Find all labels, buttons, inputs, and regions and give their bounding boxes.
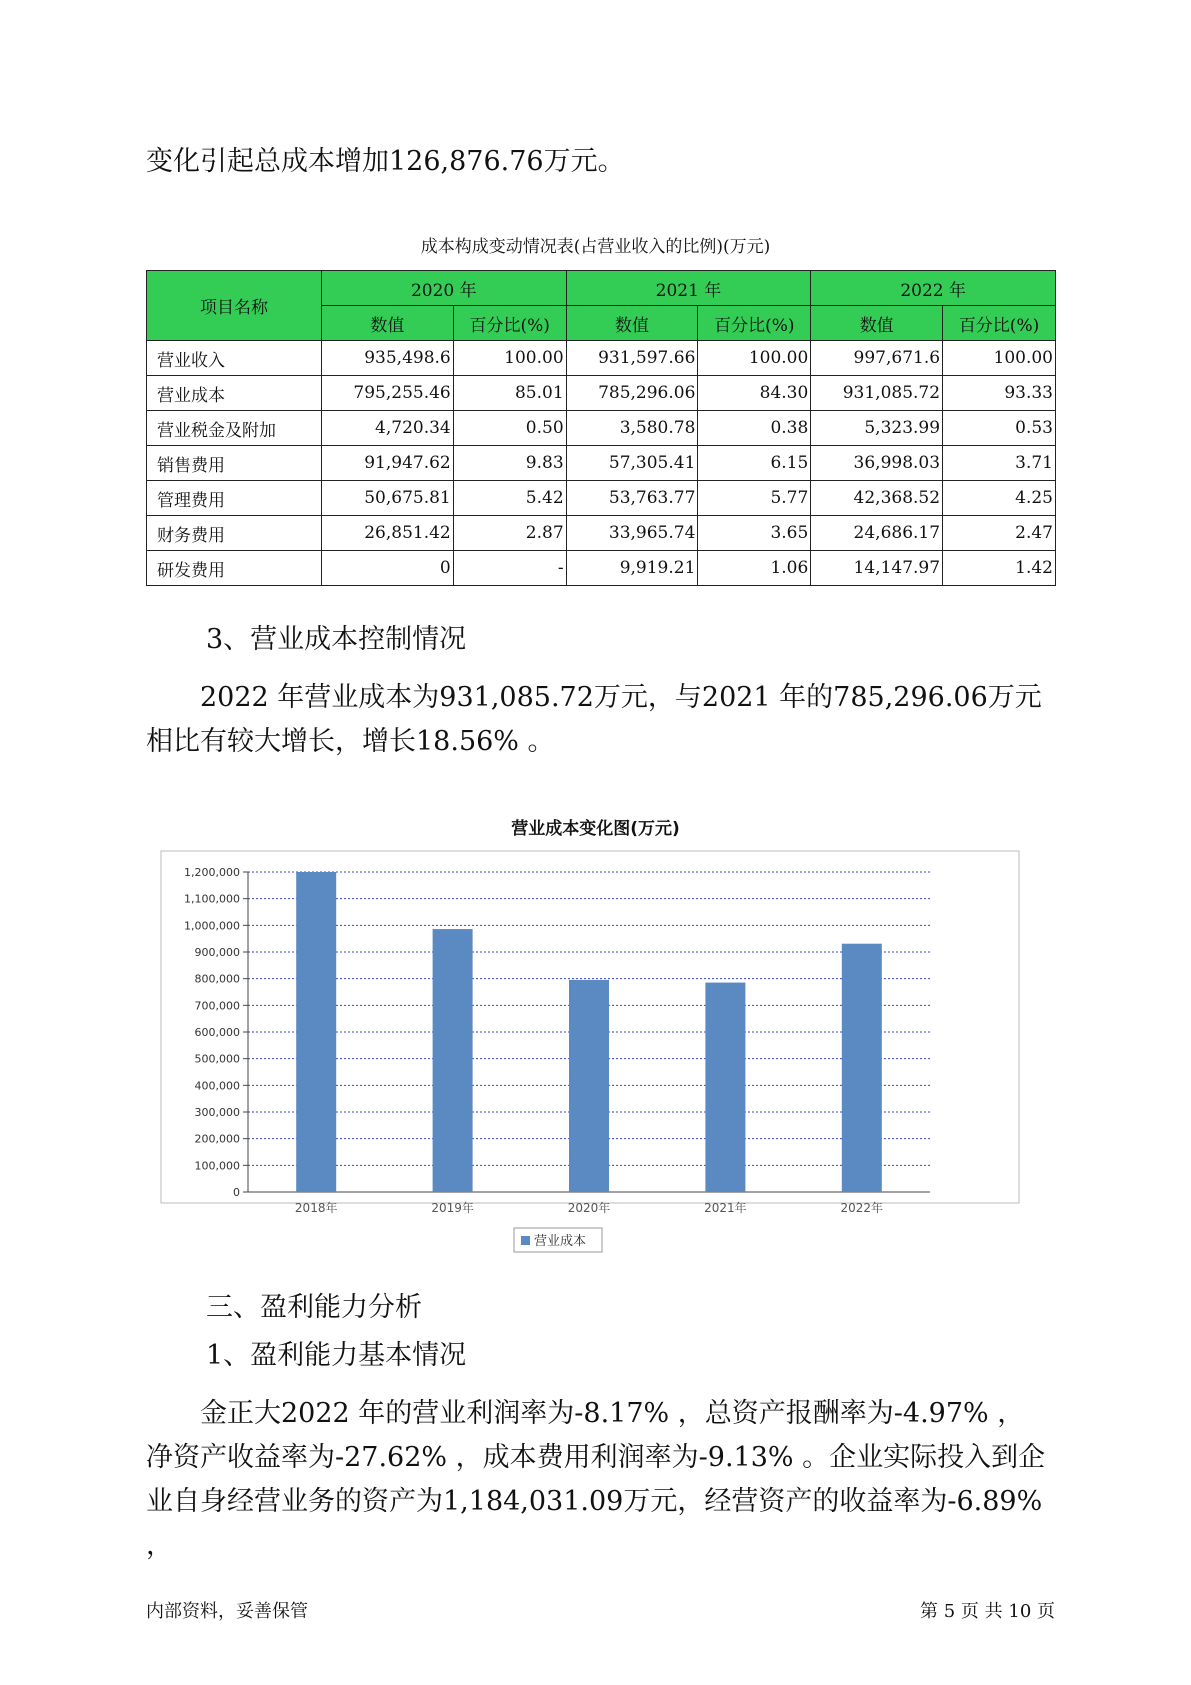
value-header: 数值	[566, 306, 698, 341]
value-cell: 36,998.03	[811, 446, 943, 481]
value-cell: 935,498.6	[322, 341, 454, 376]
value-cell: 5,323.99	[811, 411, 943, 446]
y-tick-label: 200,000	[194, 1132, 240, 1146]
row-label: 营业收入	[147, 341, 322, 376]
percent-header: 百分比(%)	[698, 306, 811, 341]
paragraph-profitability: 金正大2022 年的营业利润率为-8.17% ，总资产报酬率为-4.97% ，净资产收益率为-27.62% ，成本费用利润率为-9.13% 。企业实际投入到企业自身经营业务的资产为1,184,031.09万元，经营资产的收益率为-6.89% ，	[146, 1398, 1046, 1561]
value-cell: 53,763.77	[566, 481, 698, 516]
row-label: 营业成本	[147, 376, 322, 411]
value-cell: 3,580.78	[566, 411, 698, 446]
section-heading-profitability: 三、盈利能力分析	[206, 1292, 422, 1323]
row-label: 营业税金及附加	[147, 411, 322, 446]
row-label: 研发费用	[147, 551, 322, 586]
x-tick-label: 2021年	[704, 1201, 747, 1215]
cost-structure-table	[146, 270, 1056, 586]
y-tick-label: 1,200,000	[184, 866, 240, 879]
percent-cell: -	[453, 551, 566, 586]
value-header: 数值	[322, 306, 454, 341]
table-row	[147, 376, 1056, 411]
year-header: 2020 年	[322, 271, 567, 306]
chart-title: 营业成本变化图(万元)	[511, 819, 680, 839]
y-tick-label: 1,000,000	[184, 919, 240, 933]
item-name-header: 项目名称	[147, 271, 322, 341]
percent-cell: 84.30	[698, 376, 811, 411]
y-tick-label: 0	[233, 1186, 240, 1199]
y-tick-label: 500,000	[194, 1052, 240, 1066]
value-cell: 0	[322, 551, 454, 586]
bar	[296, 872, 336, 1192]
footer-note: 内部资料，妥善保管	[146, 1601, 308, 1622]
percent-cell: 2.87	[453, 516, 566, 551]
y-tick-label: 800,000	[194, 972, 240, 986]
value-cell: 795,255.46	[322, 376, 454, 411]
table-row	[147, 516, 1056, 551]
year-header: 2021 年	[566, 271, 811, 306]
paragraph-cost-control: 2022 年营业成本为931,085.72万元，与2021 年的785,296.06万元相比有较大增长，增长18.56% 。	[146, 682, 1042, 757]
year-header: 2022 年	[811, 271, 1056, 306]
subsection-heading-profitability-basic: 1、盈利能力基本情况	[206, 1340, 467, 1371]
percent-cell: 0.50	[453, 411, 566, 446]
bar	[705, 983, 745, 1192]
percent-cell: 4.25	[943, 481, 1056, 516]
legend-swatch	[521, 1236, 530, 1245]
section-heading-cost-control: 3、营业成本控制情况	[206, 624, 467, 655]
value-cell: 57,305.41	[566, 446, 698, 481]
value-cell: 931,597.66	[566, 341, 698, 376]
percent-cell: 1.42	[943, 551, 1056, 586]
table-row	[147, 411, 1056, 446]
value-cell: 33,965.74	[566, 516, 698, 551]
bar	[842, 944, 882, 1192]
value-cell: 26,851.42	[322, 516, 454, 551]
y-tick-label: 300,000	[194, 1106, 240, 1119]
percent-cell: 0.38	[698, 411, 811, 446]
percent-cell: 9.83	[453, 446, 566, 481]
value-cell: 42,368.52	[811, 481, 943, 516]
y-tick-label: 900,000	[194, 946, 240, 959]
percent-cell: 1.06	[698, 551, 811, 586]
value-cell: 9,919.21	[566, 551, 698, 586]
x-tick-label: 2018年	[294, 1201, 338, 1215]
percent-cell: 5.77	[698, 481, 811, 516]
row-label: 管理费用	[147, 481, 322, 516]
percent-cell: 100.00	[453, 341, 566, 376]
row-label: 财务费用	[147, 516, 322, 551]
table-row	[147, 446, 1056, 481]
percent-cell: 100.00	[698, 341, 811, 376]
operating-cost-bar-chart	[160, 850, 1020, 1260]
value-cell: 4,720.34	[322, 411, 454, 446]
table-row	[147, 341, 1056, 376]
table-caption: 成本构成变动情况表(占营业收入的比例)(万元)	[420, 237, 771, 257]
page-number: 第 5 页 共 10 页	[920, 1601, 1055, 1622]
bar	[433, 929, 473, 1192]
y-tick-label: 600,000	[194, 1026, 240, 1039]
x-tick-label: 2020年	[567, 1201, 611, 1215]
table-row	[147, 481, 1056, 516]
x-tick-label: 2022年	[840, 1201, 884, 1215]
table-row	[147, 551, 1056, 586]
percent-cell: 93.33	[943, 376, 1056, 411]
percent-cell: 2.47	[943, 516, 1056, 551]
value-header: 数值	[811, 306, 943, 341]
value-cell: 14,147.97	[811, 551, 943, 586]
percent-cell: 85.01	[453, 376, 566, 411]
legend-label: 营业成本	[534, 1234, 587, 1249]
row-label: 销售费用	[147, 446, 322, 481]
percent-cell: 5.42	[453, 481, 566, 516]
value-cell: 24,686.17	[811, 516, 943, 551]
value-cell: 785,296.06	[566, 376, 698, 411]
value-cell: 50,675.81	[322, 481, 454, 516]
bar	[569, 980, 609, 1192]
percent-header: 百分比(%)	[453, 306, 566, 341]
percent-cell: 0.53	[943, 411, 1056, 446]
value-cell: 91,947.62	[322, 446, 454, 481]
y-tick-label: 1,100,000	[184, 892, 240, 906]
paragraph-intro: 变化引起总成本增加126,876.76万元。	[146, 146, 625, 177]
percent-header: 百分比(%)	[943, 306, 1056, 341]
x-tick-label: 2019年	[431, 1201, 474, 1215]
y-tick-label: 700,000	[194, 999, 240, 1013]
percent-cell: 3.71	[943, 446, 1056, 481]
y-tick-label: 100,000	[194, 1159, 240, 1173]
value-cell: 931,085.72	[811, 376, 943, 411]
y-tick-label: 400,000	[194, 1079, 240, 1093]
percent-cell: 100.00	[943, 341, 1056, 376]
percent-cell: 6.15	[698, 446, 811, 481]
percent-cell: 3.65	[698, 516, 811, 551]
value-cell: 997,671.6	[811, 341, 943, 376]
